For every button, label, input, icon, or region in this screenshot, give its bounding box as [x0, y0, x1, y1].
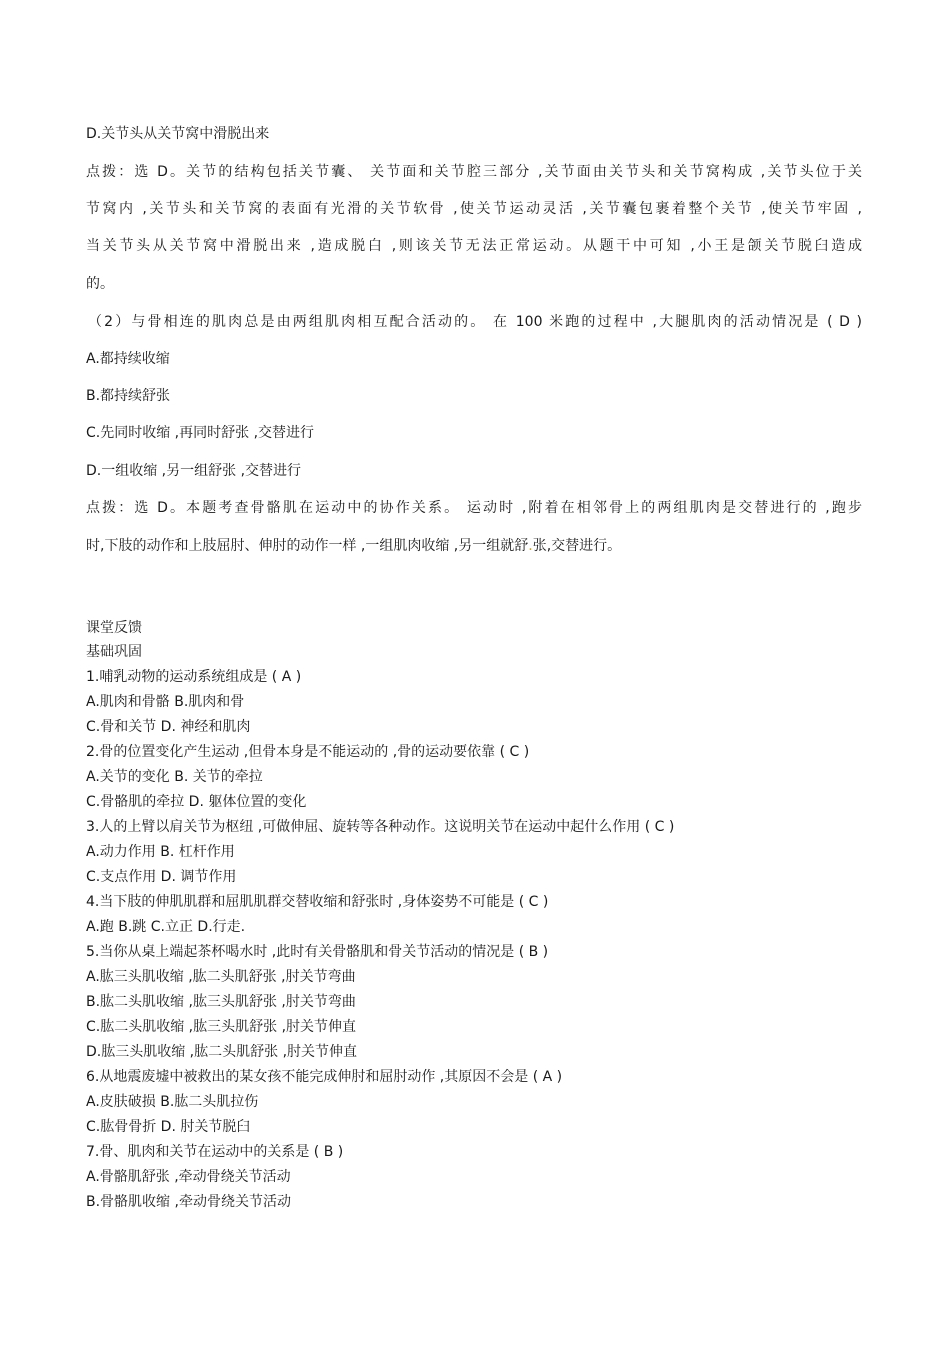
s2-hint-dot: .: [528, 538, 533, 554]
question-line: A.皮肤破损 B.肱二头肌拉伤: [86, 1094, 259, 1110]
question-line: C.肱骨骨折 D. 肘关节脱臼: [86, 1119, 251, 1135]
s2-option-d: D.一组收缩 ,另一组舒张 ,交替进行: [86, 463, 302, 479]
question-line: A.跑 B.跳 C.立正 D.行走.: [86, 919, 246, 935]
question-line: A.肱三头肌收缩 ,肱二头肌舒张 ,肘关节弯曲: [86, 969, 356, 985]
question-line: 2.骨的位置变化产生运动 ,但骨本身是不能运动的 ,骨的运动要依靠 ( C ): [86, 744, 530, 760]
feedback-subtitle: 基础巩固: [86, 644, 142, 660]
s1-hint-line-1: 点拨：选 D。关节的结构包括关节囊、 关节面和关节腔三部分 ,关节面由关节头和关节窝构成 ,关节头位于关: [86, 164, 862, 180]
question-line: D.肱三头肌收缩 ,肱二头肌舒张 ,肘关节伸直: [86, 1044, 358, 1060]
s1-hint-line-3: 当关节头从关节窝中滑脱出来 ,造成脱白 ,则该关节无法正常运动。从题干中可知 ,小王是颌关节脱臼造成: [86, 238, 862, 254]
s2-option-b: B.都持续舒张: [86, 388, 171, 404]
s2-option-c: C.先同时收缩 ,再同时舒张 ,交替进行: [86, 425, 315, 441]
s1-hint-line-4: 的。: [86, 276, 114, 292]
question-line: B.肱二头肌收缩 ,肱三头肌舒张 ,肘关节弯曲: [86, 994, 356, 1010]
question-line: A.骨骼肌舒张 ,牵动骨绕关节活动: [86, 1169, 291, 1185]
question-line: 3.人的上臂以肩关节为枢纽 ,可做伸屈、旋转等各种动作。这说明关节在运动中起什么作用 ( C ): [86, 819, 675, 835]
s1-option-d: D.关节头从关节窝中滑脱出来: [86, 126, 270, 142]
question-line: 1.哺乳动物的运动系统组成是 ( A ): [86, 669, 302, 685]
question-line: A.动力作用 B. 杠杆作用: [86, 844, 235, 860]
question-line: C.支点作用 D. 调节作用: [86, 869, 237, 885]
s1-hint-line-2: 节窝内 ,关节头和关节窝的表面有光滑的关节软骨 ,使关节运动灵活 ,关节囊包裹着整个关节 ,使关节牢固 ,: [86, 201, 862, 217]
s2-hint-line-2b: 张,交替进行。: [532, 538, 622, 554]
question-line: 7.骨、肌肉和关节在运动中的关系是 ( B ): [86, 1144, 344, 1160]
question-line: C.骨和关节 D. 神经和肌肉: [86, 719, 251, 735]
question-line: A.关节的变化 B. 关节的牵拉: [86, 769, 263, 785]
s2-question: （2）与骨相连的肌肉总是由两组肌肉相互配合活动的。 在 100 米跑的过程中 ,大腿肌肉的活动情况是 ( D ): [88, 314, 862, 330]
s2-hint-line-2a: 时,下肢的动作和上肢屈肘、伸肘的动作一样 ,一组肌肉收缩 ,另一组就舒: [86, 538, 529, 554]
question-line: B.骨骼肌收缩 ,牵动骨绕关节活动: [86, 1194, 291, 1210]
question-line: C.骨骼肌的牵拉 D. 躯体位置的变化: [86, 794, 307, 810]
question-line: C.肱二头肌收缩 ,肱三头肌舒张 ,肘关节伸直: [86, 1019, 357, 1035]
s2-hint-line-2: [86, 537, 621, 555]
s2-hint-line-1: 点拨：选 D。本题考查骨骼肌在运动中的协作关系。 运动时 ,附着在相邻骨上的两组肌肉是交替进行的 ,跑步: [86, 500, 862, 516]
question-line: 4.当下肢的伸肌肌群和屈肌肌群交替收缩和舒张时 ,身体姿势不可能是 ( C ): [86, 894, 549, 910]
question-line: A.肌肉和骨骼 B.肌肉和骨: [86, 694, 245, 710]
s2-option-a: A.都持续收缩: [86, 351, 170, 367]
feedback-title: 课堂反馈: [86, 620, 142, 636]
question-line: 5.当你从桌上端起茶杯喝水时 ,此时有关骨骼肌和骨关节活动的情况是 ( B ): [86, 944, 549, 960]
question-line: 6.从地震废墟中被救出的某女孩不能完成伸肘和屈肘动作 ,其原因不会是 ( A ): [86, 1069, 563, 1085]
